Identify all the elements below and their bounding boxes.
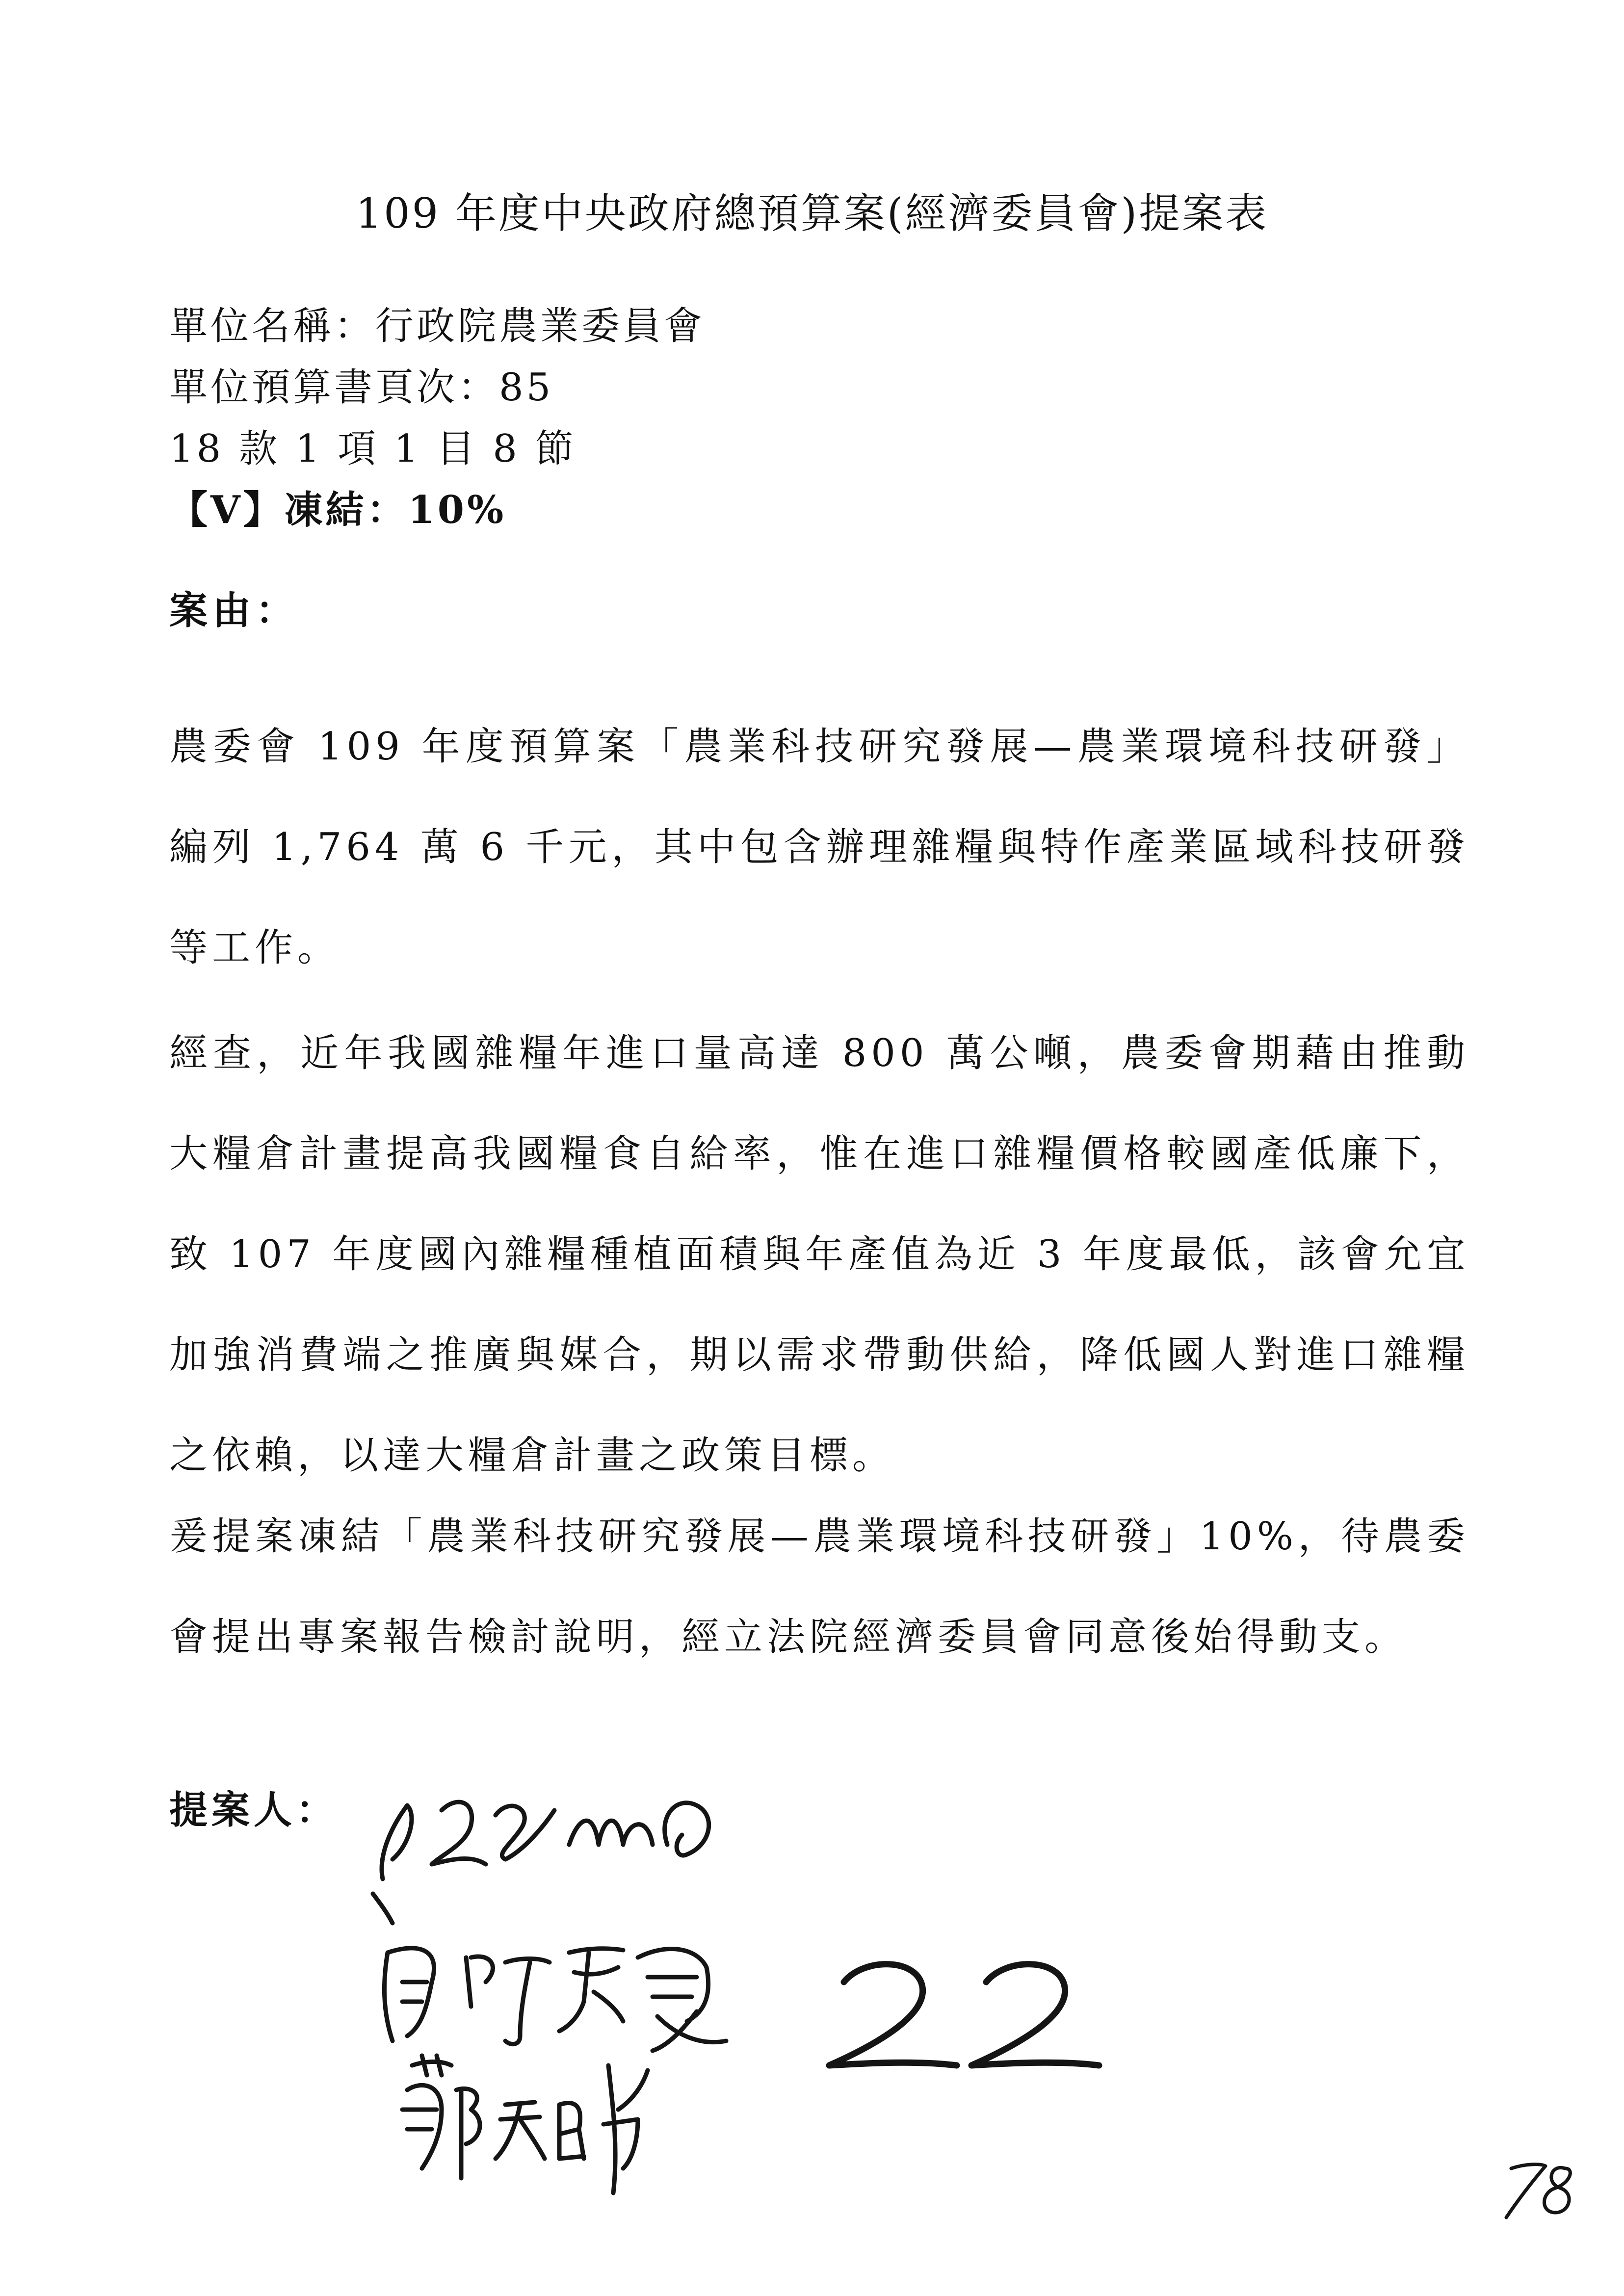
document-title: 109 年度中央政府總預算案(經濟委員會)提案表 xyxy=(355,189,1269,237)
signature-2 xyxy=(384,1948,726,2051)
reason-paragraph-1: 農委會 109 年度預算案「農業科技研究發展—農業環境科技研發」編列 1,764 萬 6 千元，其中包含辦理雜糧與特作產業區域科技研發等工作。 xyxy=(169,725,1469,970)
freeze-label: 【V】凍結：10% xyxy=(169,488,507,532)
handwritten-number xyxy=(829,1964,1099,2065)
budget-section: 18 款 1 項 1 目 8 節 xyxy=(169,427,576,471)
reason-paragraph-2: 經查，近年我國雜糧年進口量高達 800 萬公噸，農委會期藉由推動大糧倉計畫提高我國糧食自給率，惟在進口雜糧價格較國產低廉下，致 107 年度國內雜糧種植面積與年產值為近 3 年度最低，該會允宜加強消費端之推廣與媒合，期以需求帶動供給，降低國人對進口雜糧之依賴，以達大糧倉計畫之政策目標。 xyxy=(169,1031,1469,1478)
reason-label: 案由： xyxy=(169,588,299,633)
budget-page: 單位預算書頁次：85 xyxy=(169,365,554,410)
reason-paragraph-3: 爰提案凍結「農業科技研究發展—農業環境科技研發」10%，待農委會提出專案報告檢討說明，經立法院經濟委員會同意後始得動支。 xyxy=(169,1514,1469,1659)
signature-1 xyxy=(373,1802,709,1923)
signature-3 xyxy=(402,2056,648,2193)
proposer-label: 提案人： xyxy=(169,1788,339,1832)
unit-name: 單位名稱：行政院農業委員會 xyxy=(169,304,706,348)
page-number xyxy=(1506,2165,1570,2218)
